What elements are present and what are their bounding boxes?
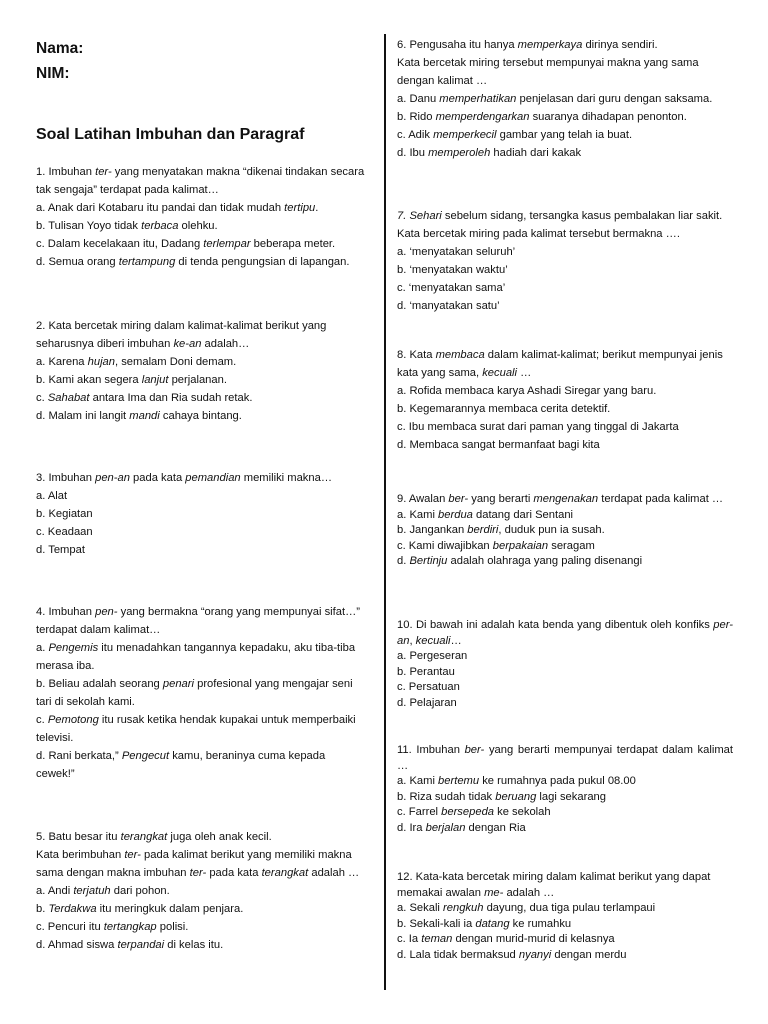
question-5-option-c: c. Pencuri itu tertangkap polisi. <box>36 921 189 933</box>
question-12-stem: 12. Kata-kata bercetak miring dalam kalimat berikut yang dapat memakai awalan me- adalah … <box>397 871 711 899</box>
name-label: Nama: <box>36 40 84 57</box>
question-5-stem: 5. Batu besar itu terangkat juga oleh anak kecil. Kata berimbuhan ter- pada kalimat berikut yang memiliki makna sama dengan makna imbuhan ter- pada kata terangkat adalah … <box>36 831 360 879</box>
question-6-option-c: c. Adik memperkecil gambar yang telah ia buat. <box>397 129 633 141</box>
question-9-option-c: c. Kami diwajibkan berpakaian seragam <box>397 539 595 552</box>
question-10 <box>397 618 733 712</box>
question-6-option-d: d. Ibu memperoleh hadiah dari kakak <box>397 147 582 159</box>
question-6-stem: 6. Pengusaha itu hanya memperkaya dirinya sendiri. Kata bercetak miring tersebut mempunyai makna yang sama dengan kalimat … <box>397 39 699 87</box>
question-2-option-c: c. Sahabat antara Ima dan Ria sudah retak. <box>36 392 253 404</box>
question-6 <box>397 36 733 162</box>
question-10-stem: 10. Di bawah ini adalah kata benda yang dibentuk oleh konfiks per-an, kecuali… <box>397 619 733 647</box>
question-7-option-a: a. ‘menyatakan seluruh’ <box>397 246 516 258</box>
question-9 <box>397 492 733 570</box>
question-2-option-d: d. Malam ini langit mandi cahaya bintang. <box>36 410 242 422</box>
question-7-option-c: c. ‘menyatakan sama’ <box>397 282 506 294</box>
question-9-option-b: b. Jangankan berdiri, duduk pun ia susah. <box>397 524 605 537</box>
question-11 <box>397 743 733 837</box>
question-11-option-d: d. Ira berjalan dengan Ria <box>397 821 526 834</box>
question-10-option-d: d. Pelajaran <box>397 696 457 709</box>
question-8-option-c: c. Ibu membaca surat dari paman yang tinggal di Jakarta <box>397 421 679 433</box>
question-3-stem: 3. Imbuhan pen-an pada kata pemandian memiliki makna… <box>36 472 333 484</box>
question-4-option-b: b. Beliau adalah seorang penari profesional yang mengajar seni tari di sekolah kami. <box>36 678 353 708</box>
question-12-option-a: a. Sekali rengkuh dayung, dua tiga pulau terlampaui <box>397 902 656 915</box>
question-6-option-a: a. Danu memperhatikan penjelasan dari guru dengan saksama. <box>397 93 713 105</box>
question-9-stem: 9. Awalan ber- yang berarti mengenakan terdapat pada kalimat … <box>397 493 724 505</box>
question-4 <box>36 603 366 783</box>
nim-label: NIM: <box>36 65 70 82</box>
question-12 <box>397 870 733 964</box>
question-7-stem: 7. Sehari sebelum sidang, tersangka kasus pembalakan liar sakit. Kata bercetak miring pada kalimat tersebut bermakna …. <box>397 210 723 240</box>
column-divider <box>384 34 386 990</box>
question-10-option-b: b. Perantau <box>397 665 455 678</box>
question-4-stem: 4. Imbuhan pen- yang bermakna “orang yang mempunyai sifat…” terdapat dalam kalimat… <box>36 606 361 636</box>
page-title: Soal Latihan Imbuhan dan Paragraf <box>36 126 305 143</box>
question-9-option-a: a. Kami berdua datang dari Sentani <box>397 508 574 521</box>
question-2-option-b: b. Kami akan segera lanjut perjalanan. <box>36 374 227 386</box>
question-7-option-d: d. ‘manyatakan satu’ <box>397 300 500 312</box>
question-11-option-b: b. Riza sudah tidak beruang lagi sekarang <box>397 790 606 803</box>
question-5-option-b: b. Terdakwa itu meringkuk dalam penjara. <box>36 903 244 915</box>
question-1 <box>36 163 366 271</box>
question-2-option-a: a. Karena hujan, semalam Doni demam. <box>36 356 237 368</box>
question-1-option-d: d. Semua orang tertampung di tenda pengungsian di lapangan. <box>36 256 350 268</box>
question-10-option-a: a. Pergeseran <box>397 650 468 663</box>
question-7-option-b: b. ‘menyatakan waktu’ <box>397 264 508 276</box>
question-5-option-a: a. Andi terjatuh dari pohon. <box>36 885 170 897</box>
question-11-option-a: a. Kami bertemu ke rumahnya pada pukul 08.00 <box>397 775 636 788</box>
question-6-option-b: b. Rido memperdengarkan suaranya dihadapan penonton. <box>397 111 687 123</box>
question-2-stem: 2. Kata bercetak miring dalam kalimat-kalimat berikut yang seharusnya diberi imbuhan ke-an adalah… <box>36 320 327 350</box>
question-7 <box>397 207 733 315</box>
question-10-option-c: c. Persatuan <box>397 681 460 694</box>
question-9-option-d: d. Bertinju adalah olahraga yang paling disenangi <box>397 555 643 568</box>
question-8 <box>397 346 733 454</box>
question-4-option-a: a. Pengemis itu menadahkan tangannya kepadaku, aku tiba-tiba merasa iba. <box>36 642 356 672</box>
question-1-option-c: c. Dalam kecelakaan itu, Dadang terlempar beberapa meter. <box>36 238 336 250</box>
question-12-option-c: c. Ia teman dengan murid-murid di kelasnya <box>397 933 615 946</box>
question-3-option-c: c. Keadaan <box>36 526 93 538</box>
question-11-option-c: c. Farrel bersepeda ke sekolah <box>397 806 551 819</box>
question-12-option-b: b. Sekali-kali ia datang ke rumahku <box>397 917 572 930</box>
question-3-option-a: a. Alat <box>36 490 68 502</box>
question-11-stem: 11. Imbuhan ber- yang berarti mempunyai terdapat dalam kalimat … <box>397 744 733 772</box>
question-5 <box>36 828 366 954</box>
question-3-option-b: b. Kegiatan <box>36 508 93 520</box>
question-8-option-a: a. Rofida membaca karya Ashadi Siregar yang baru. <box>397 385 657 397</box>
question-1-stem: 1. Imbuhan ter- yang menyatakan makna “dikenai tindakan secara tak sengaja” terdapat pada kalimat… <box>36 166 365 196</box>
question-4-option-c: c. Pemotong itu rusak ketika hendak kupakai untuk memperbaiki televisi. <box>36 714 356 744</box>
question-8-option-b: b. Kegemarannya membaca cerita detektif. <box>397 403 611 415</box>
question-4-option-d: d. Rani berkata,” Pengecut kamu, beraninya cuma kepada cewek!” <box>36 750 326 780</box>
question-2 <box>36 317 366 425</box>
question-3 <box>36 469 366 559</box>
question-3-option-d: d. Tempat <box>36 544 85 556</box>
question-1-option-a: a. Anak dari Kotabaru itu pandai dan tidak mudah tertipu. <box>36 202 319 214</box>
question-1-option-b: b. Tulisan Yoyo tidak terbaca olehku. <box>36 220 218 232</box>
question-8-stem: 8. Kata membaca dalam kalimat-kalimat; berikut mempunyai jenis kata yang sama, kecuali … <box>397 349 723 379</box>
question-8-option-d: d. Membaca sangat bermanfaat bagi kita <box>397 439 600 451</box>
question-5-option-d: d. Ahmad siswa terpandai di kelas itu. <box>36 939 224 951</box>
question-12-option-d: d. Lala tidak bermaksud nyanyi dengan merdu <box>397 948 627 961</box>
